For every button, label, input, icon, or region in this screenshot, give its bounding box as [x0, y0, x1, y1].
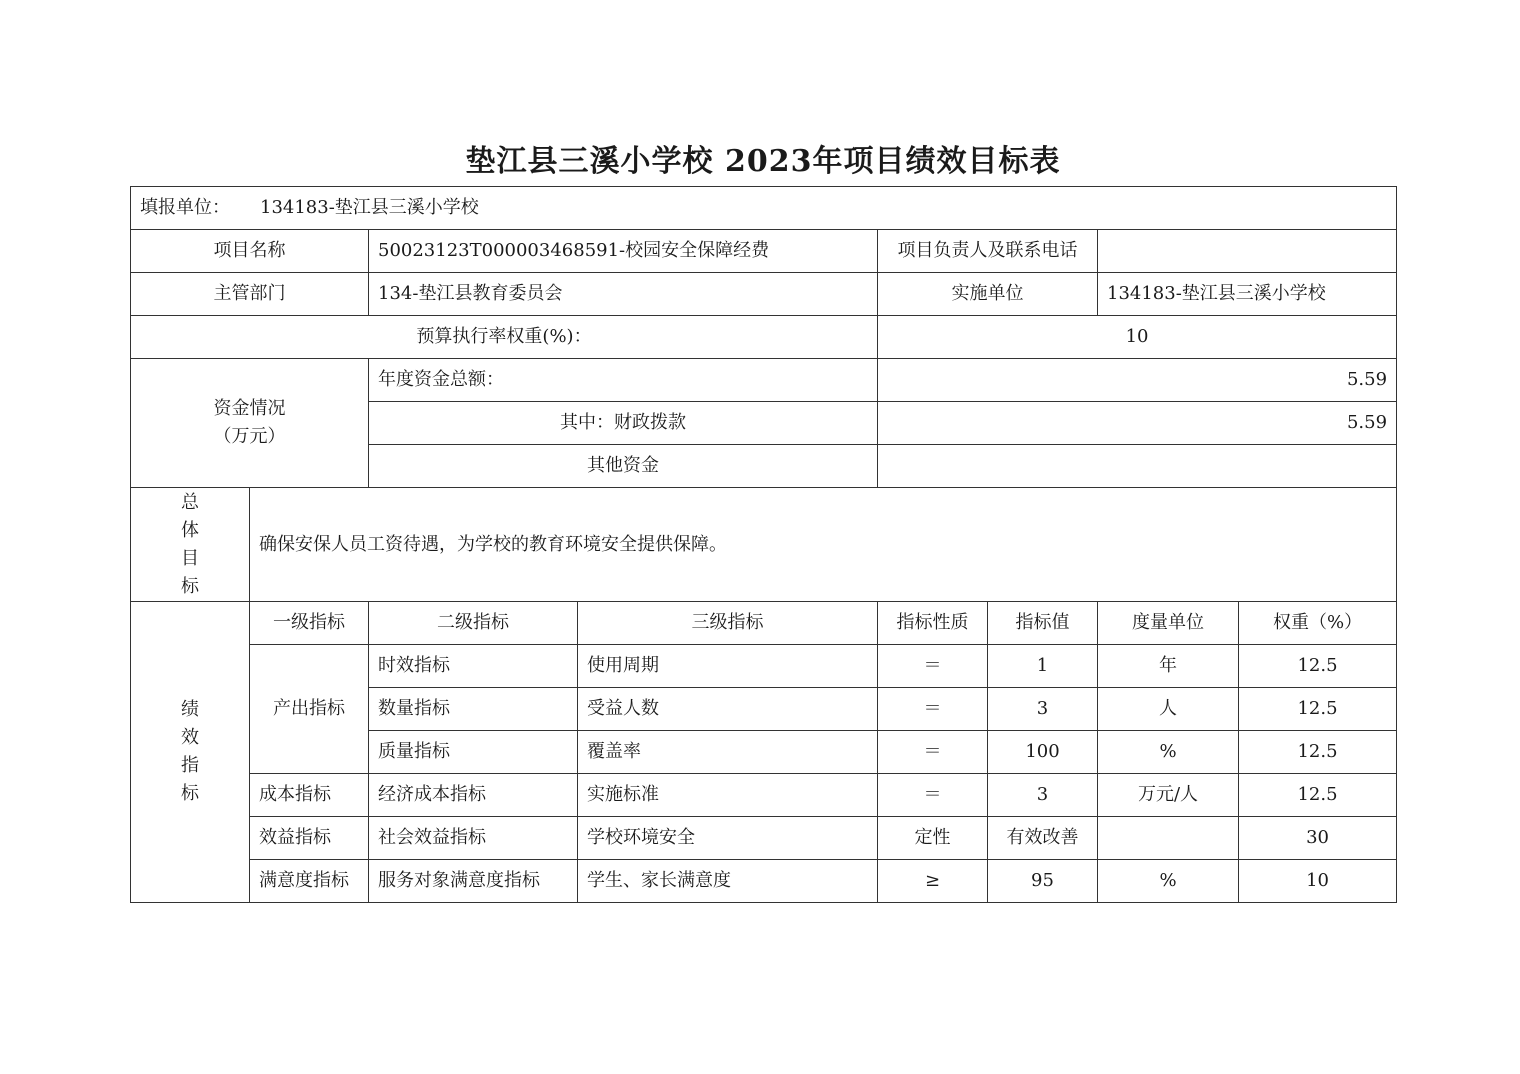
overall-goal-char: 体 [181, 519, 199, 541]
weight-cell: 12.5 [1239, 731, 1397, 774]
weight-cell: 12.5 [1239, 774, 1397, 817]
budget-weight-row [131, 316, 1397, 359]
department-label: 主管部门 [131, 273, 369, 316]
department-value: 134-垫江县教育委员会 [369, 273, 878, 316]
value-cell: 1 [988, 645, 1098, 688]
table-row [131, 817, 1397, 860]
budget-weight-value: 10 [878, 316, 1397, 359]
output-indicator-label: 产出指标 [250, 645, 369, 774]
reporting-unit-label: 填报单位： [140, 197, 230, 218]
indicator-label-char: 绩 [181, 699, 199, 720]
project-contact-label: 项目负责人及联系电话 [878, 230, 1098, 273]
unit-cell: % [1098, 860, 1239, 903]
indicator-label-char: 效 [181, 727, 199, 748]
level3-cell: 学生、家长满意度 [578, 860, 878, 903]
value-cell: 100 [988, 731, 1098, 774]
header-level3: 三级指标 [578, 602, 878, 645]
unit-cell: % [1098, 731, 1239, 774]
funds-total-row [131, 359, 1397, 402]
level3-cell: 使用周期 [578, 645, 878, 688]
unit-cell [1098, 817, 1239, 860]
reporting-unit-row [131, 187, 1397, 230]
project-name-label: 项目名称 [131, 230, 369, 273]
header-unit: 度量单位 [1098, 602, 1239, 645]
project-name-row [131, 230, 1397, 273]
funds-fiscal-label: 其中：财政拨款 [369, 402, 878, 445]
table-row [131, 860, 1397, 903]
header-nature: 指标性质 [878, 602, 988, 645]
unit-cell: 年 [1098, 645, 1239, 688]
level3-cell: 实施标准 [578, 774, 878, 817]
implementing-unit-value: 134183-垫江县三溪小学校 [1098, 273, 1397, 316]
overall-goal-label [131, 488, 250, 602]
level3-cell: 覆盖率 [578, 731, 878, 774]
level2-cell: 服务对象满意度指标 [369, 860, 578, 903]
performance-indicator-label [131, 602, 250, 903]
performance-target-table [130, 186, 1397, 903]
nature-cell: ＝ [878, 774, 988, 817]
header-level2: 二级指标 [369, 602, 578, 645]
project-name-value: 50023123T000003468591-校园安全保障经费 [369, 230, 878, 273]
level2-cell: 数量指标 [369, 688, 578, 731]
reporting-unit-value: 134183-垫江县三溪小学校 [260, 197, 479, 218]
level3-cell: 学校环境安全 [578, 817, 878, 860]
level2-cell: 质量指标 [369, 731, 578, 774]
overall-goal-char: 目 [181, 547, 199, 569]
indicator-label-char: 指 [181, 755, 199, 776]
value-cell: 3 [988, 688, 1098, 731]
funds-label-line1: 资金情况 [213, 398, 286, 419]
overall-goal-row [131, 488, 1397, 602]
weight-cell: 30 [1239, 817, 1397, 860]
table-row [131, 645, 1397, 688]
value-cell: 3 [988, 774, 1098, 817]
funds-total-label: 年度资金总额： [369, 359, 878, 402]
level2-cell: 时效指标 [369, 645, 578, 688]
page-title: 垫江县三溪小学校 2023年项目绩效目标表 [465, 144, 1061, 179]
overall-goal-char: 总 [181, 491, 199, 513]
overall-goal-text: 确保安保人员工资待遇，为学校的教育环境安全提供保障。 [250, 488, 1397, 602]
nature-cell: ＝ [878, 731, 988, 774]
weight-cell: 12.5 [1239, 645, 1397, 688]
value-cell: 有效改善 [988, 817, 1098, 860]
level1-cell: 成本指标 [250, 774, 369, 817]
level2-cell: 经济成本指标 [369, 774, 578, 817]
reporting-unit-cell [131, 187, 1397, 230]
header-weight: 权重（%） [1239, 602, 1397, 645]
nature-cell: ＝ [878, 645, 988, 688]
indicator-header-row [131, 602, 1397, 645]
unit-cell: 人 [1098, 688, 1239, 731]
funds-label [131, 359, 369, 488]
table-row [131, 774, 1397, 817]
nature-cell: 定性 [878, 817, 988, 860]
level2-cell: 社会效益指标 [369, 817, 578, 860]
level1-cell: 效益指标 [250, 817, 369, 860]
department-row [131, 273, 1397, 316]
nature-cell: ≥ [878, 860, 988, 903]
overall-goal-char: 标 [181, 575, 199, 597]
weight-cell: 12.5 [1239, 688, 1397, 731]
funds-label-line2: （万元） [213, 426, 286, 447]
header-value: 指标值 [988, 602, 1098, 645]
funds-other-label: 其他资金 [369, 445, 878, 488]
unit-cell: 万元/人 [1098, 774, 1239, 817]
budget-weight-label: 预算执行率权重(%)： [131, 316, 878, 359]
funds-fiscal-value: 5.59 [878, 402, 1397, 445]
header-level1: 一级指标 [250, 602, 369, 645]
nature-cell: ＝ [878, 688, 988, 731]
level3-cell: 受益人数 [578, 688, 878, 731]
project-contact-value [1098, 230, 1397, 273]
value-cell: 95 [988, 860, 1098, 903]
indicator-label-char: 标 [181, 783, 199, 804]
funds-total-value: 5.59 [878, 359, 1397, 402]
funds-other-value [878, 445, 1397, 488]
weight-cell: 10 [1239, 860, 1397, 903]
implementing-unit-label: 实施单位 [878, 273, 1098, 316]
level1-cell: 满意度指标 [250, 860, 369, 903]
